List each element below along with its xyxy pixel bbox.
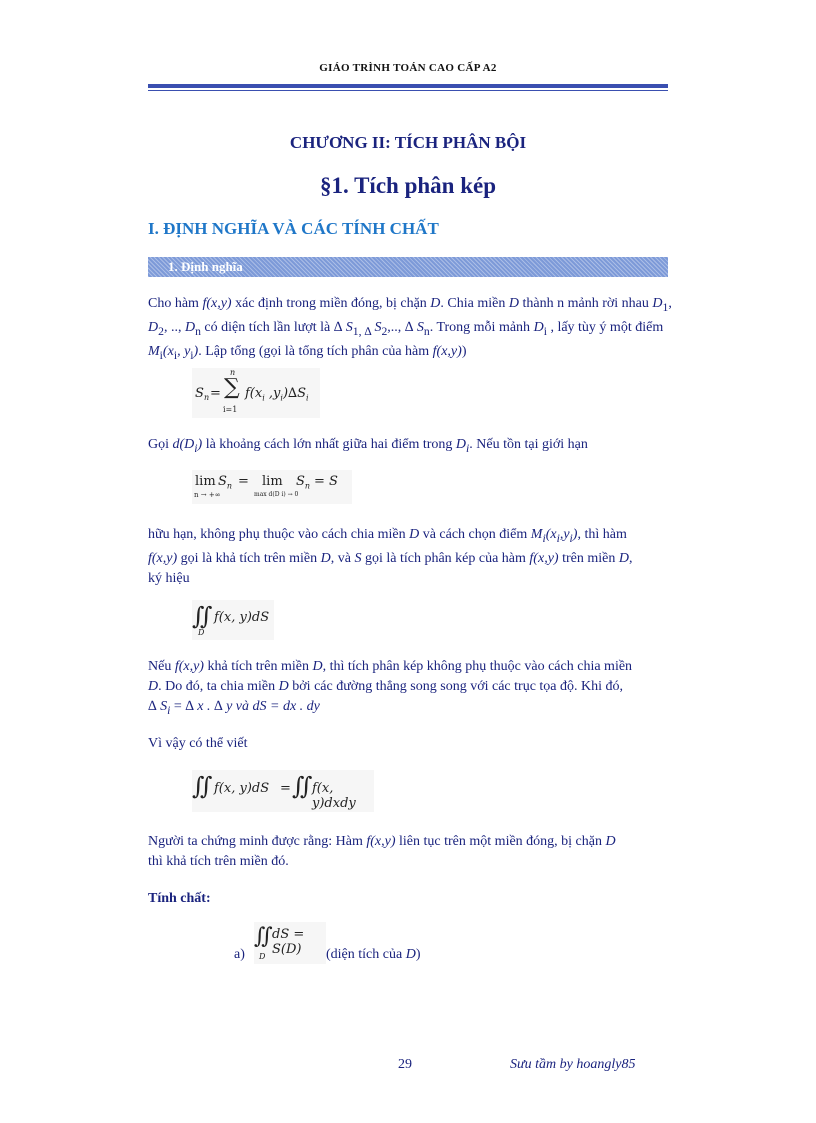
properties-heading: Tính chất: [148, 891, 211, 906]
paragraph-integrable: hữu hạn, không phụ thuộc vào cách chia miền D và cách chọn điểm $M_i(x_i,y_i)$, thì hàm f(x,y) gọi là khả tích trên miền D, và S gọi là tích phân kép của hàm f(x,y) trên miền D, ký hiệu [148, 527, 633, 586]
formula-equivalence: ∬ f(x, y)dS = ∬ f(x, y)dxdy [192, 770, 374, 812]
footer-credit: Sưu tầm by hoangly85 [510, 1057, 636, 1072]
subheading-definition: 1. Định nghĩa [168, 259, 243, 274]
property-a-label: a) [234, 947, 245, 962]
page-number: 29 [398, 1057, 412, 1072]
section-title: §1. Tích phân kép [320, 173, 496, 198]
heading-definitions-properties: I. ĐỊNH NGHĨA VÀ CÁC TÍNH CHẤT [148, 219, 439, 238]
paragraph-continuity: Người ta chứng minh được rằng: Hàm f(x,y) liên tục trên một miền đóng, bị chặn D thì khả tích trên miền đó. [148, 834, 616, 869]
paragraph-partition: Nếu f(x,y) khả tích trên miền D, thì tích phân kép không phụ thuộc vào cách chia miền D. Do đó, ta chia miền D bởi các đường thẳng song song với các trục tọa độ. Khi đó, ∆ $S_i$ = ∆ x . ∆ y và dS = dx . dy [148, 659, 633, 717]
formula-riemann-sum: S n = n ∑ i=1 $f(x_i$ $,y_i)\Delta S_i$ [192, 368, 320, 418]
chapter-title: CHƯƠNG II: TÍCH PHÂN BỘI [289, 133, 527, 152]
property-a-description: (diện tích của D) [326, 947, 421, 962]
formula-area: ∬ D dS = S(D) [254, 922, 326, 964]
formula-limit: lim n → +∞ $S_n$ = lim max d(D i) → 0 $S_n$ = S [192, 470, 352, 504]
header-title: GIÁO TRÌNH TOÁN CAO CẤP A2 [319, 62, 497, 74]
paragraph-can-write: Vì vậy có thể viết [148, 736, 248, 751]
paragraph-definition: Cho hàm f(x,y) xác định trong miền đóng, bị chặn D. Chia miền D thành n mảnh rời nhau $D_1$, $D_2$, .., $D_n$ có diện tích lần lượt là ∆ $S_{1, \Delta}$ $S_2$,.., ∆ $S_n$. Trong mỗi mảnh $D_i$ , lấy tùy ý một điểm $M_i(x_i$, $y_i$). Lập tổng (gọi là tổng tích phân của hàm f(x,y)) [148, 296, 672, 362]
header-rule [148, 84, 668, 91]
formula-double-integral-notation: ∬ D f(x, y)dS [192, 600, 274, 640]
subheading-band [148, 257, 668, 277]
paragraph-limit-intro: Gọi $d(D_i)$ là khoảng cách lớn nhất giữa hai điểm trong $D_i$. Nếu tồn tại giới hạn [148, 437, 588, 455]
